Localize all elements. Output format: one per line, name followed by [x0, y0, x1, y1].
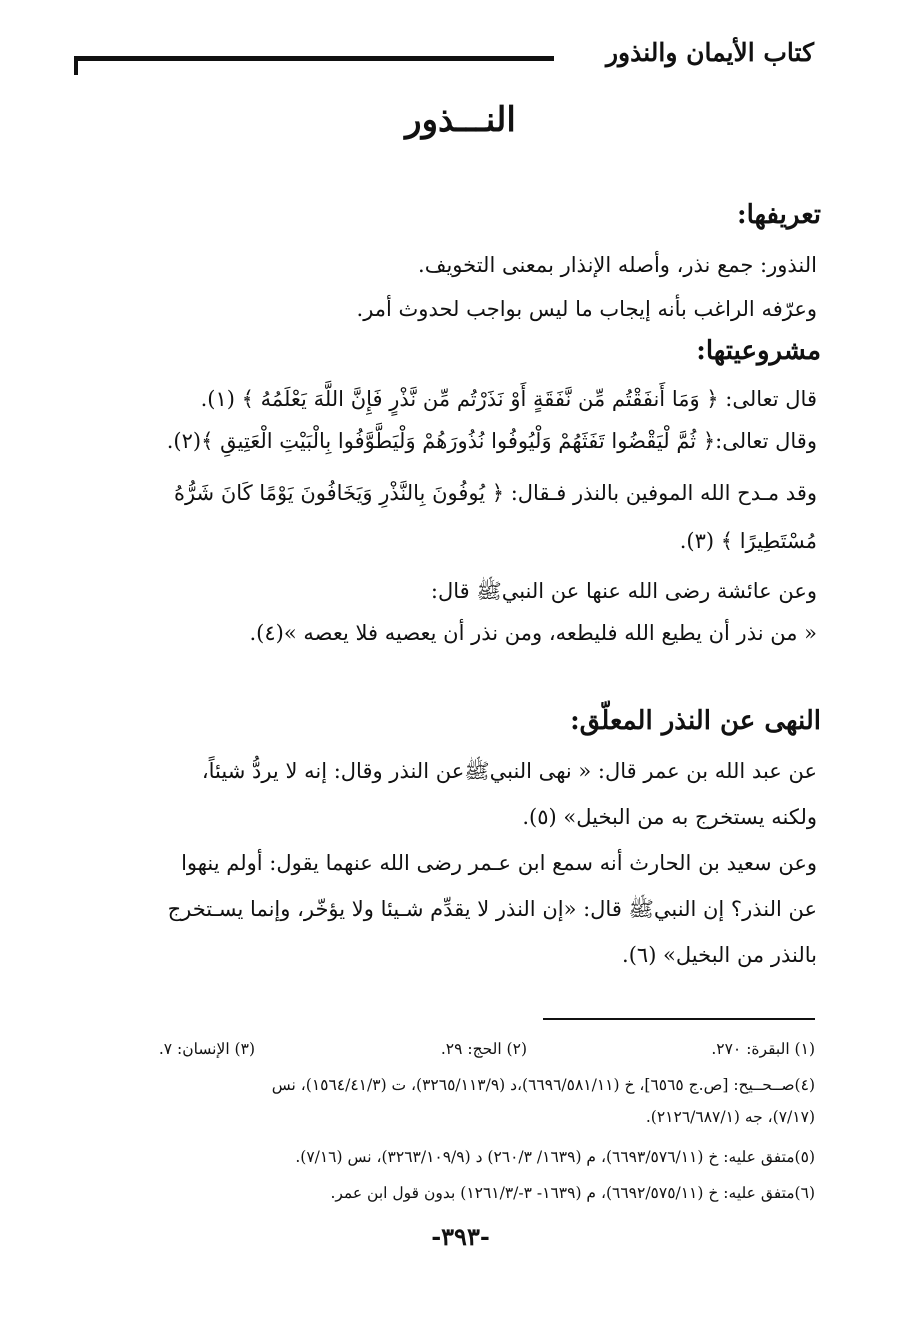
prohibition-line: عن عبد الله بن عمر قال: « نهى النبيﷺعن النذر وقال: إنه لا يردُّ شيئاً،	[201, 759, 817, 783]
footnote-1: (١) البقرة: ٢٧٠.	[711, 1040, 815, 1058]
legitimacy-line: مُسْتَطِيرًا ﴾ (٣).	[679, 529, 817, 553]
prohibition-line: بالنذر من البخيل» (٦).	[622, 943, 817, 967]
page-number: -٣٩٣-	[431, 1222, 490, 1251]
legitimacy-line: وعن عائشة رضى الله عنها عن النبيﷺ قال:	[430, 579, 817, 603]
prohibition-line: وعن سعيد بن الحارث أنه سمع ابن عـمر رضى الله عنهما يقول: أولم ينهوا	[181, 851, 817, 875]
section-heading-legitimacy: مشروعيتها:	[696, 336, 821, 366]
definition-line: وعرّفه الراغب بأنه إيجاب ما ليس بواجب لحدوث أمر.	[356, 297, 817, 321]
definition-line: النذور: جمع نذر، وأصله الإنذار بمعنى التخويف.	[418, 253, 817, 277]
legitimacy-line: « من نذر أن يطيع الله فليطعه، ومن نذر أن يعصيه فلا يعصه »(٤).	[249, 621, 817, 645]
legitimacy-line: وقد مـدح الله الموفين بالنذر فـقال: ﴿ يُوفُونَ بِالنَّذْرِ وَيَخَافُونَ يَوْمًا كَانَ شَرُّهُ	[173, 481, 817, 505]
footnote-divider	[543, 1018, 815, 1020]
legitimacy-line: وقال تعالى:﴿ ثُمَّ لْيَقْضُوا تَفَثَهُمْ وَلْيُوفُوا نُذُورَهُمْ وَلْيَطَّوَّفُوا بِالْبَيْتِ الْعَتِيقِ ﴾(٢).	[166, 429, 817, 453]
footnote-3: (٣) الإنسان: ٧.	[158, 1040, 255, 1058]
running-header	[74, 34, 824, 78]
chapter-title: النـــذور	[405, 100, 516, 140]
section-heading-definition: تعريفها:	[736, 200, 821, 230]
prohibition-line: عن النذر؟ إن النبيﷺ قال: «إن النذر لا يقدِّم شـيئا ولا يؤخّر، وإنما يسـتخرج	[167, 897, 817, 921]
legitimacy-line: قال تعالى: ﴿ وَمَا أَنفَقْتُم مِّن نَّفَقَةٍ أَوْ نَذَرْتُم مِّن نَّذْرٍ فَإِنَّ اللَّهَ يَعْلَمُهُ ﴾ (١).	[200, 387, 817, 411]
prohibition-line: ولكنه يستخرج به من البخيل» (٥).	[522, 805, 817, 829]
running-header-title: كتاب الأيمان والنذور	[605, 38, 814, 67]
footnote-5: (٥)متفق عليه: خ (٦٦٩٣/٥٧٦/١١)، م (١٦٣٩/ ٢٦٠/٣) د (٣٢٦٣/١٠٩/٩)، نس (٧/١٦).	[295, 1148, 815, 1166]
footnote-row	[90, 1040, 815, 1064]
footnote-4-continued: (٧/١٧)، جه (٢١٢٦/٦٨٧/١).	[645, 1108, 815, 1126]
header-rule	[74, 56, 554, 61]
footnote-2: (٢) الحج: ٢٩.	[440, 1040, 527, 1058]
footnote-4: (٤)صــحــيح: [ص.ج ٦٥٦٥]، خ (٦٦٩٦/٥٨١/١١)،د (٣٢٦٥/١١٣/٩)، ت (١٥٦٤/٤١/٣)، نس	[271, 1076, 815, 1094]
footnote-6: (٦)متفق عليه: خ (٦٦٩٢/٥٧٥/١١)، م (١٦٣٩- ٣-/١٢٦١/٣) بدون قول ابن عمر.	[330, 1184, 815, 1202]
section-heading-prohibition: النهى عن النذر المعلّق:	[570, 706, 821, 736]
